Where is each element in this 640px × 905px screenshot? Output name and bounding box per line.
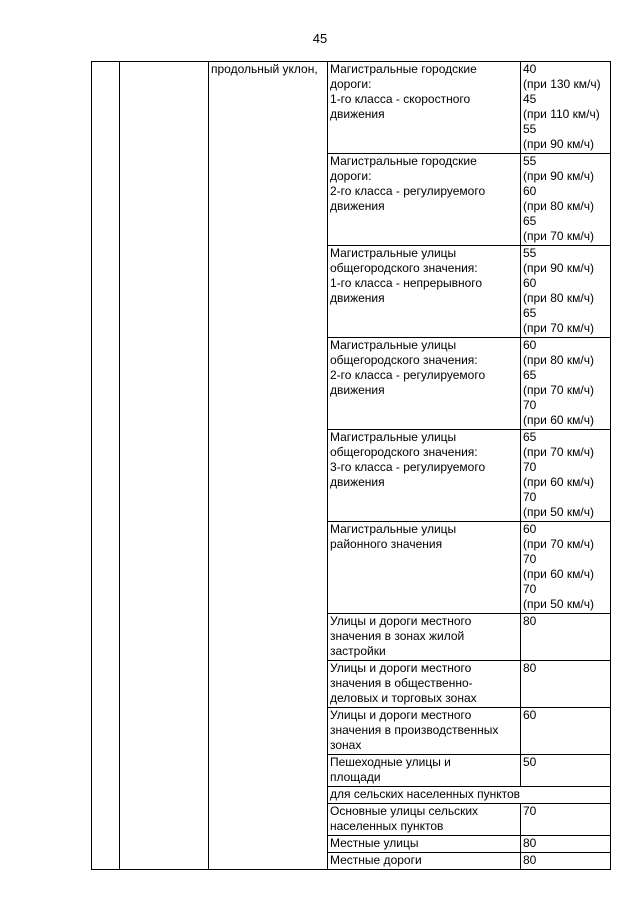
value-text: 70 bbox=[523, 398, 537, 412]
road-category-text: общегородского значения: bbox=[330, 445, 478, 459]
road-category-cell bbox=[328, 804, 521, 836]
road-category-text: Основные улицы сельских bbox=[330, 804, 479, 818]
norms-table bbox=[91, 61, 611, 870]
value-text: 45 bbox=[523, 92, 537, 106]
value-cell bbox=[521, 836, 611, 853]
value-text: 80 bbox=[523, 836, 537, 850]
road-category-cell bbox=[328, 661, 521, 708]
value-text: 80 bbox=[523, 661, 537, 675]
value-text: 65 bbox=[523, 430, 537, 444]
value-text: 60 bbox=[523, 184, 537, 198]
value-text: 70 bbox=[523, 552, 537, 566]
road-category-text: движения bbox=[330, 291, 385, 305]
value-text: 70 bbox=[523, 804, 537, 818]
value-cell bbox=[521, 62, 611, 154]
value-text: 80 bbox=[523, 853, 537, 867]
value-text: (при 90 км/ч) bbox=[523, 137, 594, 151]
parameter-cell bbox=[209, 62, 328, 870]
parameter-label: продольный уклон, bbox=[211, 62, 318, 76]
road-category-text: Магистральные улицы bbox=[330, 430, 457, 444]
road-category-text: общегородского значения: bbox=[330, 261, 478, 275]
road-category-text: Магистральные городские bbox=[330, 154, 477, 168]
road-category-text: значения в зонах жилой bbox=[330, 629, 465, 643]
value-text: (при 90 км/ч) bbox=[523, 261, 594, 275]
value-text: (при 70 км/ч) bbox=[523, 445, 594, 459]
rural-section-header: для сельских населенных пунктов bbox=[328, 787, 611, 804]
road-category-cell bbox=[328, 853, 521, 870]
number-cell bbox=[92, 62, 120, 870]
road-category-cell bbox=[328, 338, 521, 430]
road-category-text: Магистральные улицы bbox=[330, 522, 457, 536]
value-text: (при 80 км/ч) bbox=[523, 199, 594, 213]
road-category-text: дороги: bbox=[330, 77, 372, 91]
value-text: 65 bbox=[523, 368, 537, 382]
road-category-cell bbox=[328, 522, 521, 614]
value-text: (при 50 км/ч) bbox=[523, 597, 594, 611]
value-text: (при 130 км/ч) bbox=[523, 77, 601, 91]
value-text: (при 80 км/ч) bbox=[523, 353, 594, 367]
road-category-text: 1-го класса - скоростного bbox=[330, 92, 471, 106]
road-category-text: 1-го класса - непрерывного bbox=[330, 276, 483, 290]
value-text: 70 bbox=[523, 582, 537, 596]
road-category-text: движения bbox=[330, 383, 385, 397]
road-category-text: дороги: bbox=[330, 169, 372, 183]
road-category-text: Пешеходные улицы и bbox=[330, 755, 451, 769]
value-text: 65 bbox=[523, 306, 537, 320]
value-cell bbox=[521, 522, 611, 614]
road-category-cell bbox=[328, 755, 521, 787]
value-cell bbox=[521, 430, 611, 522]
value-text: 80 bbox=[523, 614, 537, 628]
value-text: 60 bbox=[523, 708, 537, 722]
road-category-text: деловых и торговых зонах bbox=[330, 691, 477, 705]
road-category-text: площади bbox=[330, 770, 381, 784]
road-category-text: 2-го класса - регулируемого bbox=[330, 368, 486, 382]
road-category-text: Магистральные улицы bbox=[330, 246, 457, 260]
value-cell bbox=[521, 614, 611, 661]
value-cell bbox=[521, 154, 611, 246]
road-category-cell bbox=[328, 154, 521, 246]
road-category-text: Магистральные городские bbox=[330, 62, 477, 76]
road-category-text: застройки bbox=[330, 644, 386, 658]
road-category-text: зонах bbox=[330, 738, 362, 752]
value-cell bbox=[521, 708, 611, 755]
road-category-cell bbox=[328, 246, 521, 338]
road-category-cell bbox=[328, 836, 521, 853]
value-cell bbox=[521, 804, 611, 836]
value-text: 70 bbox=[523, 490, 537, 504]
road-category-text: Местные улицы bbox=[330, 836, 419, 850]
road-category-cell bbox=[328, 708, 521, 755]
road-category-text: значения в общественно- bbox=[330, 676, 473, 690]
road-category-text: 3-го класса - регулируемого bbox=[330, 460, 486, 474]
value-text: (при 70 км/ч) bbox=[523, 321, 594, 335]
road-category-text: населенных пунктов bbox=[330, 819, 444, 833]
road-category-text: районного значения bbox=[330, 537, 443, 551]
value-text: 65 bbox=[523, 214, 537, 228]
value-text: 60 bbox=[523, 338, 537, 352]
road-category-text: Улицы и дороги местного bbox=[330, 661, 472, 675]
value-text: 70 bbox=[523, 460, 537, 474]
value-text: (при 60 км/ч) bbox=[523, 413, 594, 427]
value-text: (при 90 км/ч) bbox=[523, 169, 594, 183]
road-category-text: движения bbox=[330, 199, 385, 213]
road-category-cell bbox=[328, 430, 521, 522]
road-category-cell bbox=[328, 614, 521, 661]
value-text: 55 bbox=[523, 246, 537, 260]
value-text: 40 bbox=[523, 62, 537, 76]
value-cell bbox=[521, 338, 611, 430]
value-text: (при 60 км/ч) bbox=[523, 567, 594, 581]
value-text: (при 70 км/ч) bbox=[523, 229, 594, 243]
value-text: (при 60 км/ч) bbox=[523, 475, 594, 489]
value-text: 55 bbox=[523, 122, 537, 136]
value-text: 55 bbox=[523, 154, 537, 168]
road-category-text: движения bbox=[330, 107, 385, 121]
road-category-text: Улицы и дороги местного bbox=[330, 614, 472, 628]
name-cell bbox=[120, 62, 209, 870]
value-text: (при 70 км/ч) bbox=[523, 537, 594, 551]
road-category-text: движения bbox=[330, 475, 385, 489]
road-category-text: Местные дороги bbox=[330, 853, 422, 867]
value-text: (при 50 км/ч) bbox=[523, 505, 594, 519]
value-text: 50 bbox=[523, 755, 537, 769]
value-cell bbox=[521, 853, 611, 870]
value-cell bbox=[521, 246, 611, 338]
road-category-text: 2-го класса - регулируемого bbox=[330, 184, 486, 198]
table-row bbox=[92, 62, 611, 154]
road-category-cell bbox=[328, 62, 521, 154]
road-category-text: Магистральные улицы bbox=[330, 338, 457, 352]
road-category-text: значения в производственных bbox=[330, 723, 499, 737]
value-text: (при 80 км/ч) bbox=[523, 291, 594, 305]
value-text: 60 bbox=[523, 522, 537, 536]
value-cell bbox=[521, 755, 611, 787]
road-category-text: Улицы и дороги местного bbox=[330, 708, 472, 722]
road-category-text: общегородского значения: bbox=[330, 353, 478, 367]
page-number: 45 bbox=[312, 31, 328, 46]
value-text: (при 110 км/ч) bbox=[523, 107, 600, 121]
value-cell bbox=[521, 661, 611, 708]
value-text: 60 bbox=[523, 276, 537, 290]
value-text: (при 70 км/ч) bbox=[523, 383, 594, 397]
